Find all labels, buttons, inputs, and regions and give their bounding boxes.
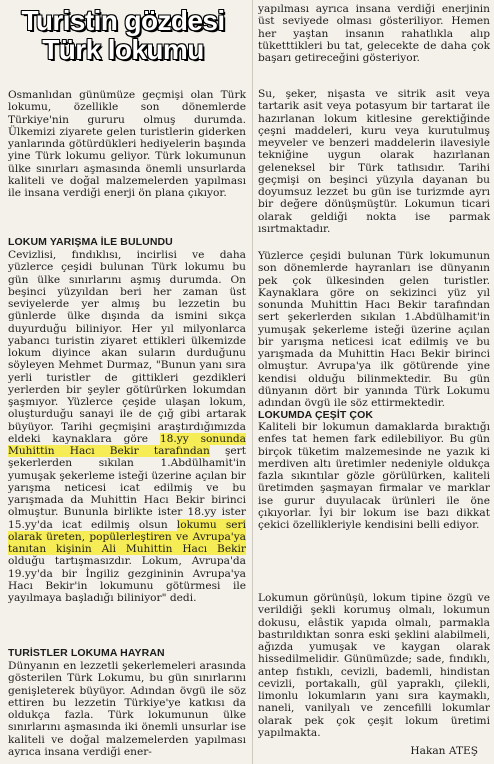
section-heading-turistler: TURİSTLER LOKUMA HAYRAN (8, 647, 165, 659)
continuation-paragraph: yapılması ayrıca insana verdiği enerjinin üst seviyede olması gösteriliyor. Hemen her yaştan insanın rahatlıkla alıp tüketttikleri bu tat, gelecekte de daha çok başarı getireceğini gösteriyor. (258, 3, 490, 64)
section-paragraph-cesit-2: Lokumun görünüşü, lokum tipine özgü ve verildiği şekli korumuş olmalı, lokumun dokusu, elâstik yapıda olmalı, parmakla bastırıldıktan sonra eski şeklini alabilmeli, ağızda yumuşak ve kaygan olarak hissedilmelidir. Günümüzde; sade, fındıklı, antep fıstıklı, cevizli, bademli, hindistan cevizli, portakallı, gül yapraklı, çilekli, limonlu lokumların yanı sıra kaymaklı, naneli, vanilyalı ve zencefilli lokumlar olarak pek çok çeşit lokum üretimi yapılmakta. (258, 592, 490, 739)
author-signature: Hakan ATEŞ (410, 745, 478, 757)
section-paragraph-turistler: Dünyanın en lezzetli şekerlemeleri arasında gösterilen Türk Lokumu, bu gün sınırlarını genişleterek büyüyor. Adından övgü ile söz ettiren bu lezzetin Türkiye'ye katkısı da oldukça fazla. Türk lokumunun ülke sınırlarını aşmasında iki önemli unsurlar ise kaliteli ve doğal malzemelerden yapılması ayrıca insana verdiği ener- (8, 660, 246, 758)
paragraph-text: Cevizlisi, fındıklısı, incirlisi ve daha yüzlerce çeşidi bulunan Türk lokumu bu gün ülke sınırlarını aşmış durumda. On beşinci yüzyıldan beri her zaman üst seviyelerde yer almış bu lezzetin bu günlerde ülke dışında da ismini sıkça duyurduğu biliniyor. Her yıl milyonlarca yabancı turistin ziyaret ettikleri ülkemizde lokum diyince akan suların durduğunu söyleyen Mehmet Durmaz, "Bunun yanı sıra yerli turistler de gittikleri gezdikleri yerlerden bir şeyler götürürken lokumdan şaşmıyor. Yüzlerce çeşide ulaşan lokum, oluşturduğu sanayi ile de çığ gibi artarak büyüyor. Tarihi geçmişini araştırdığımızda eldeki kaynaklara göre (8, 249, 246, 445)
highlighted-text: lokumu seri olarak üreten, popülerleştiren ve Avrupa'ya tanıtan kişinin Ali Muhittin Hacı Bekir (8, 518, 246, 555)
section-heading-cesit: LOKUMDA ÇEŞİT ÇOK (258, 409, 374, 421)
section-paragraph-lokum-yarisma (8, 249, 246, 604)
definition-paragraph: Su, şeker, nişasta ve sitrik asit veya tartarik asit veya potasyum bir tartarat ile hazırlanan lokum kitlesine gerektiğinde çeşni maddeleri, kuru veya kurutulmuş meyveler ve benzeri maddelerin ilavesiyle tekniğine uygun olarak hazırlanan geleneksel bir Türk tatlısıdır. Tarihi geçmişi on beşinci yüzyıla dayanan bu doyumsuz lezzet bu gün ise turizmde ayrı bir değere dönüşmüştür. Lokumun ticari olarak geldiği nokta ise parmak ısırtmaktadır. (258, 88, 490, 235)
highlighted-text: 18.yy sonunda Muhittin Hacı Bekir tarafından (8, 432, 246, 457)
intro-paragraph: Osmanlıdan günümüze geçmişi olan Türk lokumu, özellikle son dönemlerde Türkiye'nin gururu olmuş durumda. Ülkemizi ziyarete gelen turistlerin giderken yanlarında götürdükleri hediyelerin başında yine Türk lokumu geliyor. Türk lokumunun ülke sınırları aşmasında önemli unsurlarda kaliteli ve doğal malzemelerden yapılması ile insana verdiği enerji ön plana çıkıyor. (8, 89, 246, 199)
section-heading-lokum-yarisma: LOKUM YARIŞMA İLE BULUNDU (8, 236, 173, 248)
paragraph-text: olduğu tartışmasızdır. Lokum, Avrupa'da 19.yy'da bir İngiliz gezgininin Avrupa'ya Hacı Bekir'in lokumunu götürmesi ile yayılmaya başladığı biliniyor" dedi. (8, 555, 246, 604)
section-paragraph-cesit-1: Kaliteli bir lokumun damaklarda bıraktığı enfes tat hemen fark edilebiliyor. Bu gün birçok tüketim malzemesinde ne yazık ki merdiven altı üretimler nedeniyle oldukça fazla sıkıntılar gözle görülürken, kaliteli üretimden şaşmayan firmalar ve marklar ise gurur duyulacak ürünleri ile öne çıkıyorlar. İyi bir lokum ise bazı dikkat çekici özellikleriyle kendisini belli ediyor. (258, 421, 490, 531)
headline-line-2: Türk lokumu (42, 34, 204, 65)
column-divider (252, 0, 253, 764)
paragraph-text: şert şekerlerden sıkılan 1.Abdülhamit'in yumuşak şekerleme isteği üzerine açılan bir yarışma neticesi icat edilmiş ve bu yarışmada da Muhittin Hacı Bekir birinci olmuştur. Bununla birlikte ister 18.yy ister 15.yy'da icat edilmiş olsun (8, 445, 246, 531)
headline (20, 6, 226, 64)
history-paragraph: Yüzlerce çeşidi bulunan Türk lokumunun son dönemlerde hayranları ise dünyanın pek çok ülkesinden gelen turistler. Kaynaklara göre on sekizinci yüz yıl sonunda Muhittin Hacı Bekir tarafından sert şekerlerden sıkılan 1.Abdülhamit'in yumuşak şekerleme isteği üzerine açılan bir yarışma neticesi icat edilmiş ve bu yarışmada da Muhittin Hacı Bekir birinci olmuştur. Avrupa'ya ilk götürende yine kendisi olduğu bilinmektedir. Bu gün dünyanın dört bir yanında Türk Lokumu adından övgü ile söz ettirmektedir. (258, 250, 490, 409)
headline-line-1: Turistin gözdesi (21, 5, 225, 36)
